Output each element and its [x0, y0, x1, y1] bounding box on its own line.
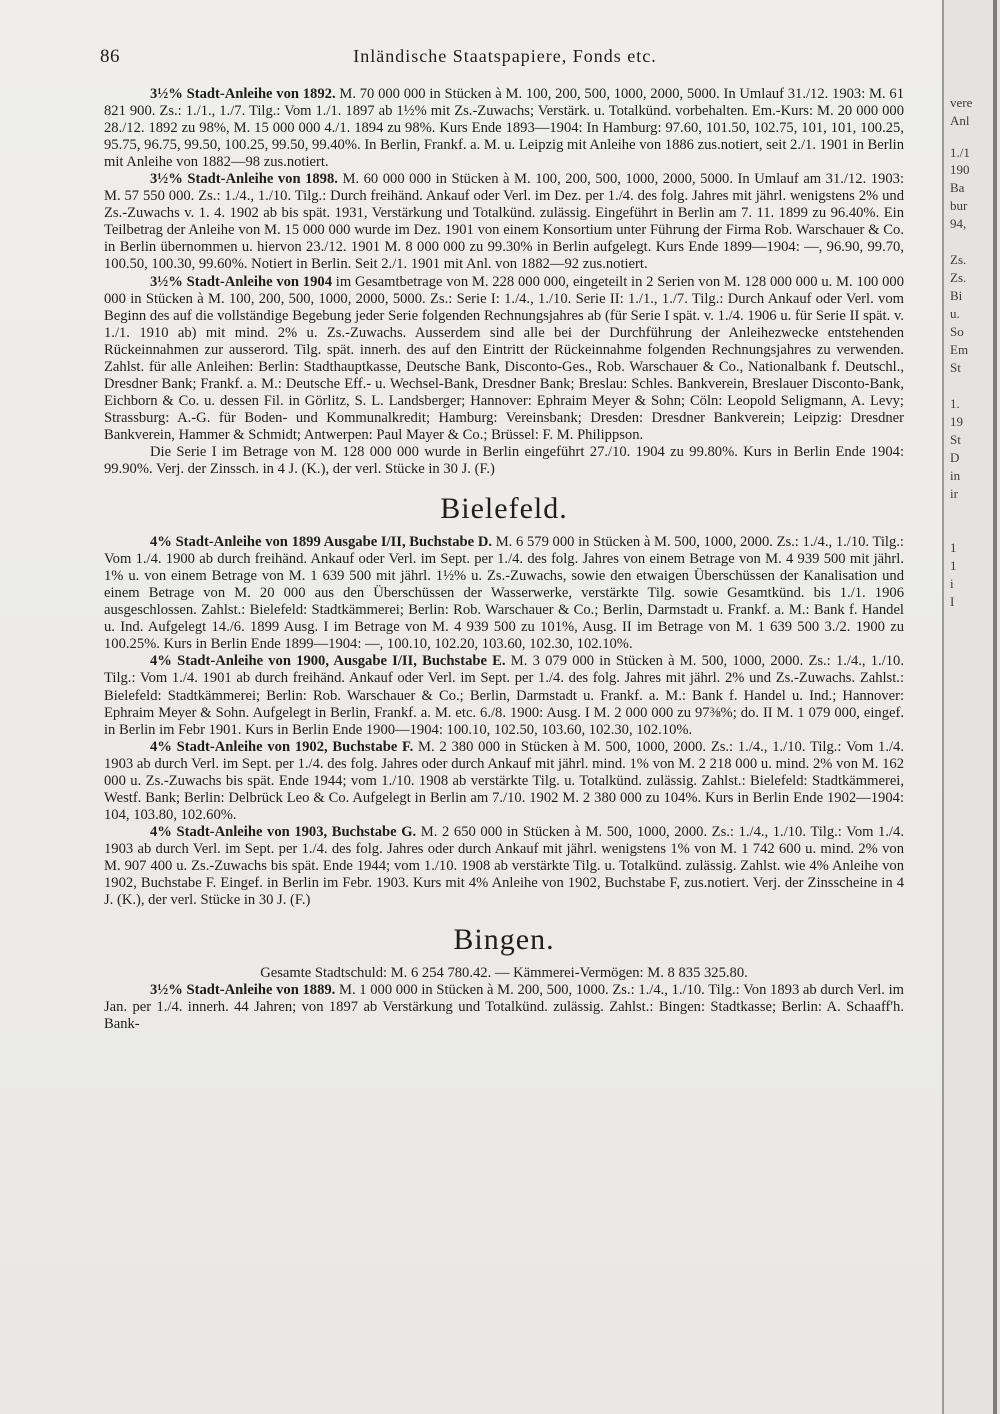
city-heading: Bingen.	[453, 923, 555, 957]
bond-title: 3½% Stadt-Anleihe von 1889.	[150, 982, 336, 999]
bond-details: Die Serie I im Betrage von M. 128 000 000 wurde in Berlin eingeführt 27./10. 1904 zu 99.80%. Kurs in Berlin Ende 1904: 99.90%. Verj. der Zinssch. in 4 J. (K.), der verl. Stücke in 30 J. (F.)	[104, 443, 904, 478]
gutter-text-fragment: Ba	[950, 180, 965, 195]
bond-title: 3½% Stadt-Anleihe von 1904	[150, 273, 332, 290]
gutter-text-fragment: 1.	[950, 396, 960, 411]
gutter-text-fragment: 94,	[950, 216, 967, 231]
adjacent-page-edge	[942, 0, 1000, 1414]
gutter-text-fragment: 190	[950, 162, 970, 177]
gutter-text-fragment: u.	[950, 306, 960, 321]
gutter-text-fragment: i	[950, 576, 954, 591]
gutter-text-fragment: St	[950, 360, 961, 375]
gutter-text-fragment: Bi	[950, 288, 963, 303]
bond-entry	[104, 824, 904, 909]
bond-details: M. 2 380 000 in Stücken à M. 500, 1000, 2000. Zs.: 1./4., 1./10. Tilg.: Vom 1./4. 1903 ab durch Verl. im Sept. per 1./4. des folg. Jahres oder durch Ankauf mit jährl. mind. 1% von M. 2 218 000 u. mind. 2% von M. 162 000 u. Zs.-Zuwachs bis spät. Ende 1944; vom 1./10. 1908 ab verstärkte Tilg. u. Totalkünd. zulässig. Zahlst.: Bielefeld: Stadtkämmerei, Westf. Bank; Berlin: Delbrück Leo & Co. Aufgelegt in Berlin am 7./10. 1902 M. 2 380 000 zu 104%. Kurs in Berlin Ende 1902—1904: 104, 103.80, 102.60%.	[104, 738, 904, 823]
gutter-text-fragment: 1	[950, 558, 957, 573]
city-heading: Bielefeld.	[440, 492, 568, 526]
gutter-text-fragment: Anl	[950, 113, 970, 128]
bond-title: 3½% Stadt-Anleihe von 1892.	[150, 86, 336, 102]
bond-entry	[104, 86, 904, 171]
bond-title: 4% Stadt-Anleihe von 1902, Buchstabe F.	[150, 738, 414, 755]
bond-details: M. 70 000 000 in Stücken à M. 100, 200, 500, 1000, 2000, 5000. In Umlauf 31./12. 1903: M. 61 821 900. Zs.: 1./1., 1./7. Tilg.: Vom 1./1. 1897 ab 1½% mit Zs.-Zuwachs; Verstärk. u. Totalkünd. vorbehalten. Em.-Kurs: M. 20 000 000 28./12. 1892 zu 98%, M. 15 000 000 4./1. 1894 zu 98%. Kurs Ende 1893—1904: In Hamburg: 97.60, 101.50, 102.75, 101, 101, 100.25, 95.75, 96.75, 99.50, 100.25, 99.50, 99.40%. In Berlin, Frankf. a. M. u. Leipzig mit Anleihe von 1886 zus.notiert, seit 2./1. 1901 in Berlin mit Anleihe von 1882—98 zus.notiert.	[104, 86, 904, 171]
running-title: Inländische Staatspapiere, Fonds etc.	[353, 46, 657, 66]
bond-details: M. 2 650 000 in Stücken à M. 500, 1000, 2000. Zs.: 1./4., 1./10. Tilg.: Vom 1./4. 1903 ab durch Verl. im Sept. per 1./4. des folg. Jahres oder durch Ankauf mit jährl. wenigstens 1% von M. 1 742 600 u. mind. 2% von M. 907 400 u. Zs.-Zuwachs bis spät. Ende 1944; vom 1./10. 1908 ab verstärkte Tilg. u. Totalkünd. zulässig. Zahlst. wie 4% Anleihe von 1902, Buchstabe F. Eingef. in Berlin im Febr. 1903. Kurs mit 4% Anleihe von 1902, Buchstabe F, zus.notiert. Verj. der Zinsscheine in 4 J. (K.), der verl. Stücke in 30 J. (F.)	[104, 823, 905, 909]
gutter-text-fragment: Zs.	[950, 252, 967, 267]
gutter-text-fragment: So	[950, 324, 964, 339]
bond-details: im Gesamtbetrage von M. 228 000 000, eingeteilt in 2 Serien von M. 128 000 000 u. M. 100 000 000 in Stücken à M. 100, 200, 500, 1000, 2000, 5000. Zs.: Serie I: 1./4., 1./10. Serie II: 1./1., 1./7. Tilg.: Durch Ankauf oder Verl. vom Beginn des auf die vollständige Begebung jeder Serie folgenden Rechnungsjahres ab (für Serie I spät. v. 1./4. 1906 u. für Serie II spät. v. 1./1. 1910 ab) mit mind. 2% u. Zs.-Zuwachs. Ausserdem sind alle bei der Durchführung der Anleihezwecke entstehenden Rückeinnahmen zur ausserord. Tilg. spät. innerh. des auf den Eintritt der Rückeinnahme folgenden Rechnungsjahres zu verwenden. Zahlst. für alle Anleihen: Berlin: Stadthauptkasse, Deutsche Bank, Disconto-Ges., Rob. Warschauer & Co., Nationalbank f. Deutschl., Dresdner Bank; Frankf. a. M.: Deutsche Eff.- u. Wechsel-Bank, Dresdner Bank; Breslau: Schles. Bankverein, Breslauer Disconto-Bank, Eichborn & Co. u. dessen Fil. in Görlitz, S. L. Landsberger; Hannover: Ephraim Meyer & Sohn; Cöln: Leopold Seligmann, A. Levy; Strassburg: A.-G. für Boden- und Kommunalkredit; Hamburg: Vereinsbank; Dresden: Dresdner Bankverein; Leipzig: Dresdner Bankverein, Hammer & Schmidt; Antwerpen: Paul Mayer & Co.; Brüssel: F. M. Philippson.	[104, 273, 904, 443]
binding-shadow	[993, 0, 997, 1414]
gutter-text-fragment: Em	[950, 342, 969, 357]
gutter-text-fragment: I	[950, 594, 955, 609]
gutter-text-fragment: in	[950, 468, 961, 483]
bond-details: M. 3 079 000 in Stücken à M. 500, 1000, 2000. Zs.: 1./4., 1./10. Tilg.: Vom 1./4. 1901 ab durch freihänd. Ankauf oder Verl. im Sept. per 1./4. des folg. Jahres mit jährl. 2% und Zs.-Zuwachs. Zahlst.: Bielefeld: Stadtkämmerei; Berlin: Rob. Warschauer & Co.; Berlin, Darmstadt u. Frankf. a. M.: Bank f. Handel u. Ind.; Hannover: Ephraim Meyer & Sohn. Aufgelegt in Berlin, Frankf. a. M. etc. 6./8. 1900: Ausg. I M. 2 000 000 zu 97⅜%; do. II M. 1 079 000, eingef. in Berlin im Febr 1901. Kurs in Berlin Ende 1900—1904: 100.10, 102.50, 103.60, 102.30, 102.10%.	[104, 653, 904, 738]
bond-entry	[104, 653, 904, 738]
bond-title: 3½% Stadt-Anleihe von 1898.	[150, 171, 338, 188]
bond-entry	[104, 739, 904, 824]
gutter-text-fragment: St	[950, 432, 961, 447]
city-debt-summary: Gesamte Stadtschuld: M. 6 254 780.42. — Kämmerei-Vermögen: M. 8 835 325.80.	[260, 965, 748, 982]
gutter-text-fragment: 1./1	[950, 145, 970, 160]
bond-entry	[104, 171, 904, 273]
bond-title: 4% Stadt-Anleihe von 1900, Ausgabe I/II, Buchstabe E.	[150, 653, 506, 670]
bond-entry	[104, 444, 904, 478]
bond-entry	[104, 982, 904, 1033]
page-number: 86	[100, 46, 120, 67]
gutter-text-fragment: ir	[950, 486, 958, 501]
bond-title: 4% Stadt-Anleihe von 1903, Buchstabe G.	[150, 823, 417, 840]
gutter-text-fragment: bur	[950, 198, 968, 213]
gutter-text-fragment: vere	[950, 95, 973, 110]
bond-details: M. 1 000 000 in Stücken à M. 200, 500, 1000. Zs.: 1./4., 1./10. Tilg.: Von 1893 ab durch Verl. im Jan. per 1./4. innerh. 44 Jahren; von 1897 ab Verstärkung und Totalkünd. zulässig. Zahlst.: Bingen: Stadtkasse; Berlin: A. Schaaff'h. Bank-	[104, 982, 904, 1033]
bond-title: 4% Stadt-Anleihe von 1899 Ausgabe I/II, Buchstabe D.	[150, 534, 493, 551]
bond-details: M. 60 000 000 in Stücken à M. 100, 200, 500, 1000, 2000, 5000. In Umlauf am 31./12. 1903: M. 57 550 000. Zs.: 1./4., 1./10. Tilg.: Durch freihänd. Ankauf oder Verl. im Dez. per 1./4. des folg. Jahres mit jährl. wenigstens 2% und Zs.-Zuwachs v. 1. 4. 1902 ab bis spät. 1931, Verstärkung und Totalkünd. zulässig. Eingeführt in Berlin am 7. 11. 1899 zu 96.40%. Ein Teilbetrag der Anleihe von M. 15 000 000 wurde im Dez. 1901 von einem Konsortium unter Führung der Firma Rob. Warschauer & Co. in Berlin übernommen u. hiervon 23./12. 1901 M. 8 000 000 zu 99.30% in Berlin aufgelegt. Kurs Ende 1899—1904: —, 96.90, 99.70, 100.50, 100.30, 99.60%. Notiert in Berlin. Seit 2./1. 1901 mit Anl. von 1882—92 zus.notiert.	[104, 171, 904, 273]
gutter-text-fragment: 1	[950, 540, 957, 555]
gutter-text-fragment: D	[950, 450, 960, 465]
gutter-text-fragment: 19	[950, 414, 963, 429]
page-header	[100, 46, 910, 72]
bond-details: M. 6 579 000 in Stücken à M. 500, 1000, 2000. Zs.: 1./4., 1./10. Tilg.: Vom 1./4. 1900 ab durch freihänd. Ankauf oder Verl. im Sept. per 1./4. des folg. Jahres von einem Betrage von M. 4 939 500 mit jährl. 1% u. von einem Betrage von M. 1 639 500 mit jährl. 1½% u. Zs.-Zuwachs, sowie den etwaigen Überschüssen der Kanalisation und einem Betrage von M. 20 000 aus den Überschüssen der Wasserwerke, verstärkte Tilg. sowie Gesamtkünd. bis 1./1. 1906 ausgeschlossen. Zahlst.: Bielefeld: Stadtkämmerei; Berlin: Rob. Warschauer & Co.; Berlin, Darmstadt u. Frankf. a. M.: Bank f. Handel u. Ind. Aufgelegt 14./6. 1899 Ausg. I im Betrage von M. 4 939 500 zu 101%, Ausg. II im Betrage von M. 1 639 500 3./2. 1900 zu 100.25%. Kurs in Berlin Ende 1899—1904: —, 100.10, 102.20, 103.60, 102.30, 102.10%.	[104, 534, 904, 653]
gutter-text-fragment: Zs.	[950, 270, 967, 285]
main-column	[104, 86, 904, 1033]
bond-entry	[104, 274, 904, 444]
bond-entry	[104, 534, 904, 653]
